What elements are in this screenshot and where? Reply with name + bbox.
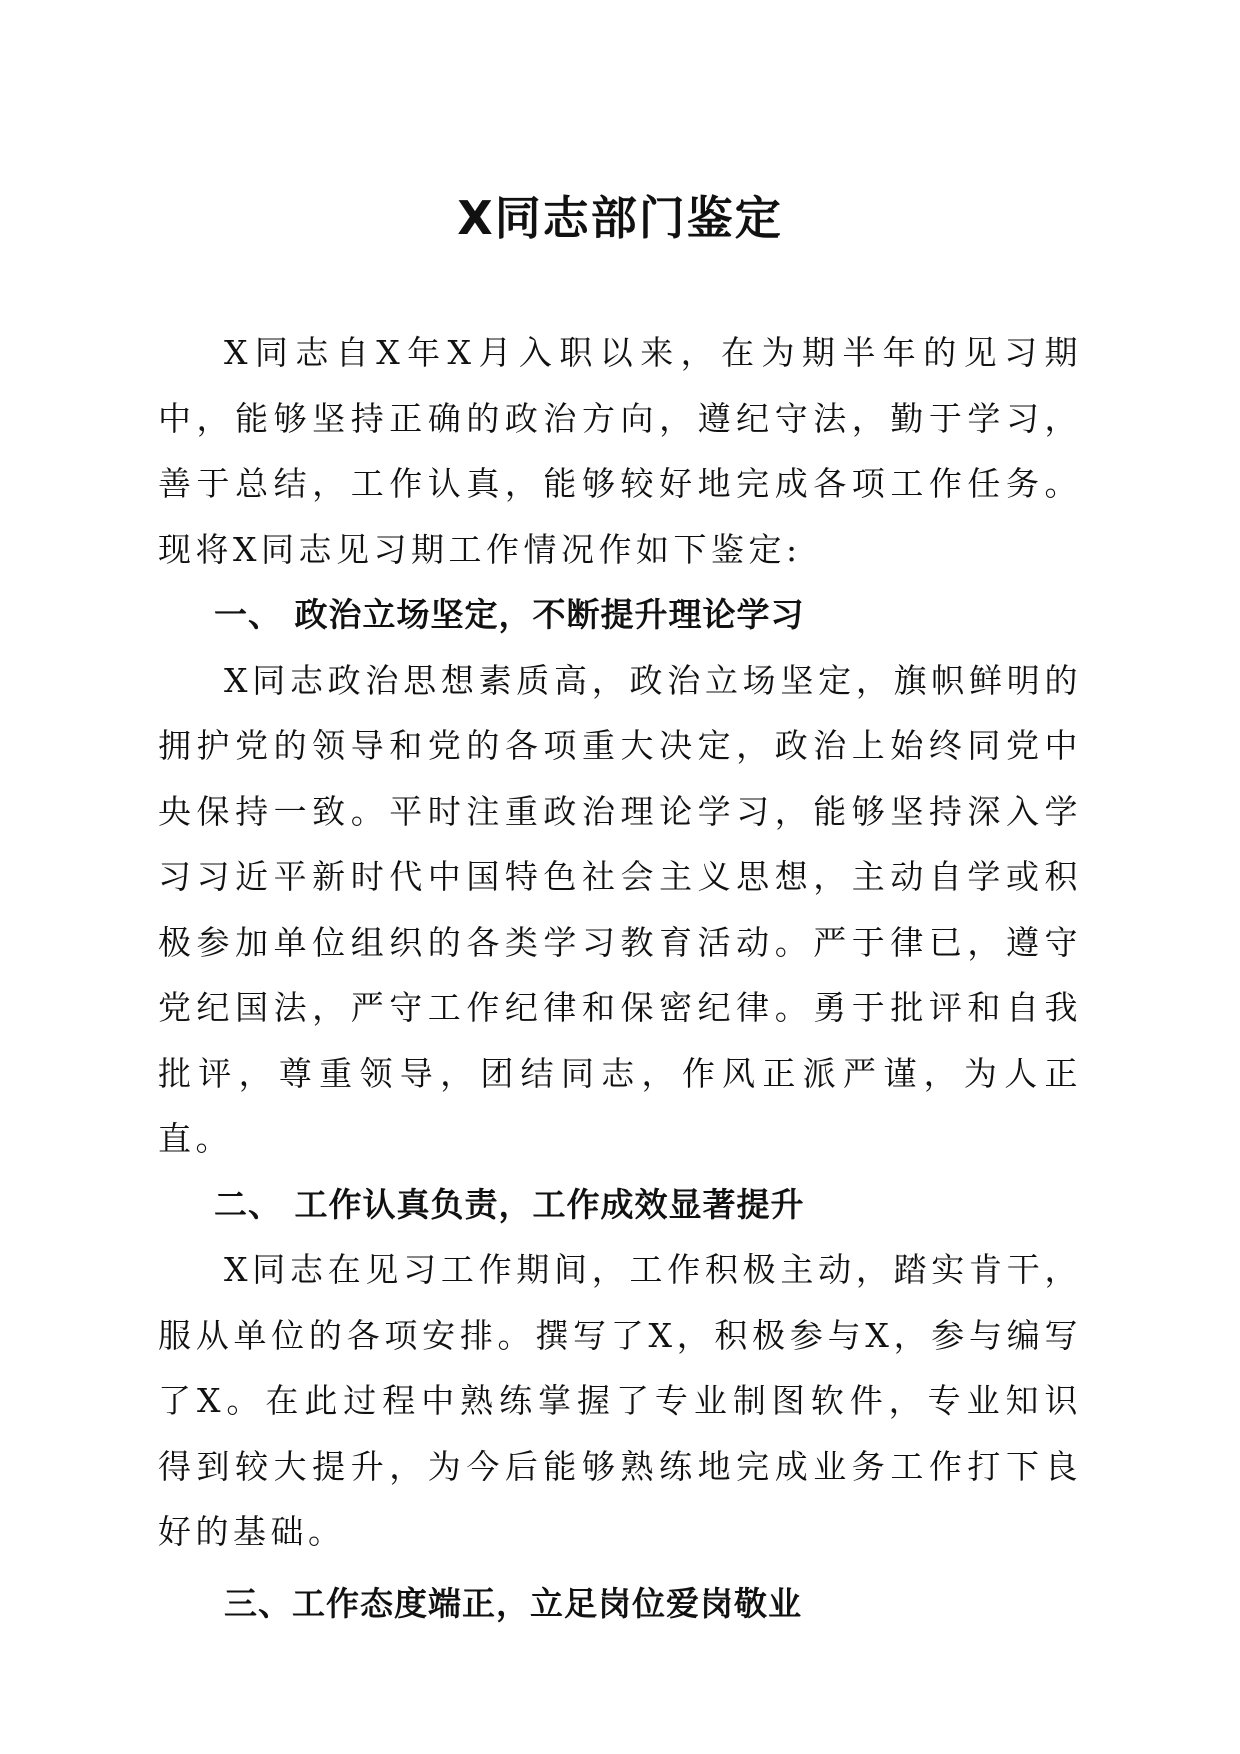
- document-title: X同志部门鉴定: [457, 191, 783, 245]
- section-3-heading: 三、工作态度端正，立足岗位爱岗敬业: [224, 1583, 802, 1623]
- section-1-heading: 一、 政治立场坚定，不断提升理论学习: [214, 595, 805, 634]
- section-2-heading: 二、 工作认真负责，工作成效显著提升: [214, 1184, 805, 1224]
- section-2-paragraph: X同志在见习工作期间，工作积极主动，踏实肯干，服从单位的各项安排。撰写了X，积极参与X，参与编写了X。在此过程中熟练掌握了专业制图软件，专业知识得到较大提升，为今后能够熟练地完成业务工作打下良好的基础。: [158, 1250, 1082, 1551]
- intro-paragraph: X同志自X年X月入职以来，在为期半年的见习期中，能够坚持正确的政治方向，遵纪守法，勤于学习，善于总结，工作认真，能够较好地完成各项工作任务。现将X同志见习期工作情况作如下鉴定:: [158, 333, 1082, 569]
- section-1-paragraph: X同志政治思想素质高，政治立场坚定，旗帜鲜明的拥护党的领导和党的各项重大决定，政治上始终同党中央保持一致。平时注重政治理论学习，能够坚持深入学习习近平新时代中国特色社会主义思想，主动自学或积极参加单位组织的各类学习教育活动。严于律已，遵守党纪国法，严守工作纪律和保密纪律。勇于批评和自我批评，尊重领导，团结同志，作风正派严谨，为人正直。: [158, 660, 1082, 1158]
- document-body: [158, 320, 1082, 1636]
